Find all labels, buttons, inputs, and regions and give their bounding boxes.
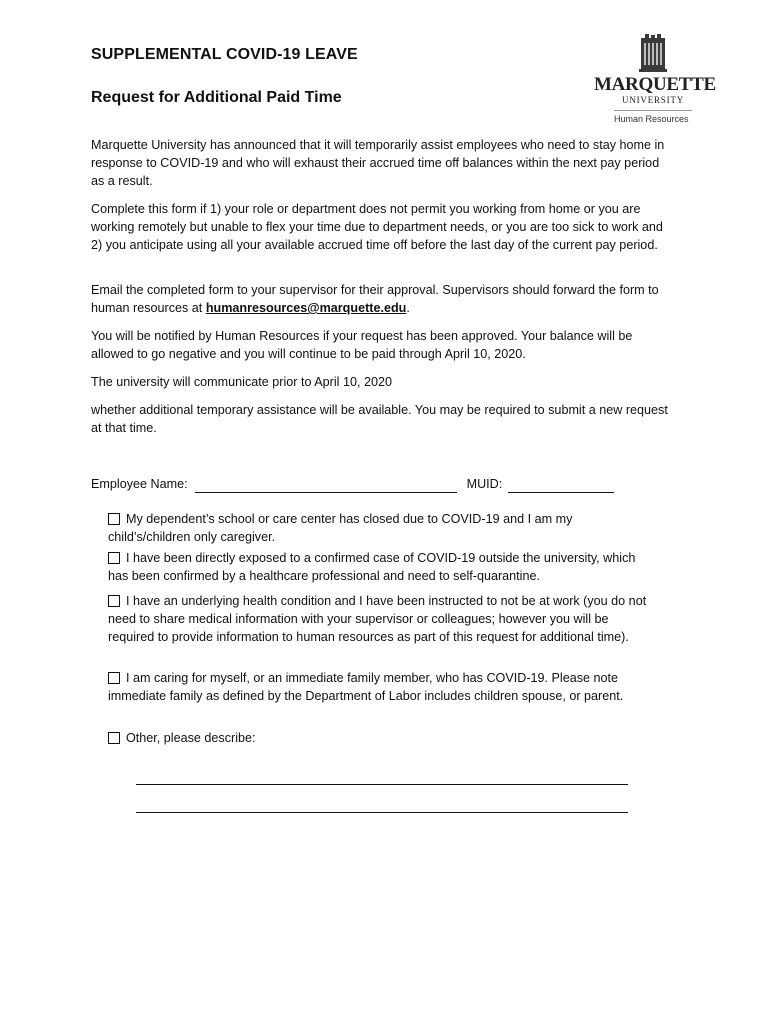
option-label: I am caring for myself, or an immediate family member, who has COVID-19. Please note immediate family as defined by the Department of Labor includes children spouse, or parent. bbox=[108, 671, 624, 703]
option-label: Other, please describe: bbox=[126, 731, 256, 745]
form-subtitle: Request for Additional Paid Time bbox=[91, 89, 342, 106]
employee-name-label: Employee Name: bbox=[91, 477, 188, 491]
logo-divider bbox=[614, 110, 692, 111]
other-checkbox[interactable] bbox=[108, 732, 120, 744]
assistance-paragraph: whether additional temporary assistance will be available. You may be required to submit a new request at that time. bbox=[91, 403, 668, 435]
tower-icon bbox=[633, 34, 673, 72]
employee-name-field[interactable] bbox=[195, 477, 457, 493]
employee-info-row bbox=[91, 475, 651, 493]
logo-name: MARQUETTE bbox=[594, 74, 716, 95]
muid-field[interactable] bbox=[508, 477, 614, 493]
email-paragraph bbox=[91, 281, 671, 317]
caring-checkbox[interactable] bbox=[108, 672, 120, 684]
option-label: I have an underlying health condition and I have been instructed to not be at work (you do not need to share medical information with your supervisor or colleagues; however you will be required to provide information to human resources as part of this request for additional time). bbox=[108, 594, 647, 644]
school-closure-checkbox[interactable] bbox=[108, 513, 120, 525]
muid-label: MUID: bbox=[466, 477, 503, 491]
email-text-before: Email the completed form to your supervisor for their approval. Supervisors should forward the form to human resources at bbox=[91, 283, 659, 315]
option-label: I have been directly exposed to a confirmed case of COVID-19 outside the university, which has been confirmed by a healthcare professional and need to self-quarantine. bbox=[108, 551, 636, 583]
marquette-logo bbox=[594, 34, 714, 130]
communication-paragraph: The university will communicate prior to April 10, 2020 bbox=[91, 375, 392, 389]
email-text-after: . bbox=[406, 301, 410, 315]
other-description-line-2[interactable] bbox=[136, 812, 628, 813]
option-school-closure bbox=[108, 510, 658, 546]
logo-university: UNIVERSITY bbox=[622, 95, 684, 105]
notification-paragraph: You will be notified by Human Resources if your request has been approved. Your balance will be allowed to go negative and you will continue to be paid through April 10, 2020. bbox=[91, 329, 633, 361]
other-description-line-1[interactable] bbox=[136, 784, 628, 785]
health-condition-checkbox[interactable] bbox=[108, 595, 120, 607]
option-other bbox=[108, 729, 658, 747]
option-health-condition bbox=[108, 592, 658, 646]
form-title: SUPPLEMENTAL COVID-19 LEAVE bbox=[91, 46, 358, 63]
option-label: My dependent’s school or care center has closed due to COVID-19 and I am my child’s/children only caregiver. bbox=[108, 512, 573, 544]
instructions-paragraph: Complete this form if 1) your role or department does not permit you working from home or you are working remotely but unable to flex your time due to department needs, or you are too sick to work and 2) you anticipate using all your available accrued time off before the last day of the current pay period. bbox=[91, 202, 663, 252]
hr-email-link[interactable]: humanresources@marquette.edu bbox=[205, 301, 407, 315]
option-caring bbox=[108, 669, 658, 705]
exposed-checkbox[interactable] bbox=[108, 552, 120, 564]
logo-department: Human Resources bbox=[614, 114, 689, 124]
option-exposed bbox=[108, 549, 658, 585]
intro-paragraph: Marquette University has announced that it will temporarily assist employees who need to stay home in response to COVID-19 and who will exhaust their accrued time off balances within the next pay period as a result. bbox=[91, 138, 665, 188]
